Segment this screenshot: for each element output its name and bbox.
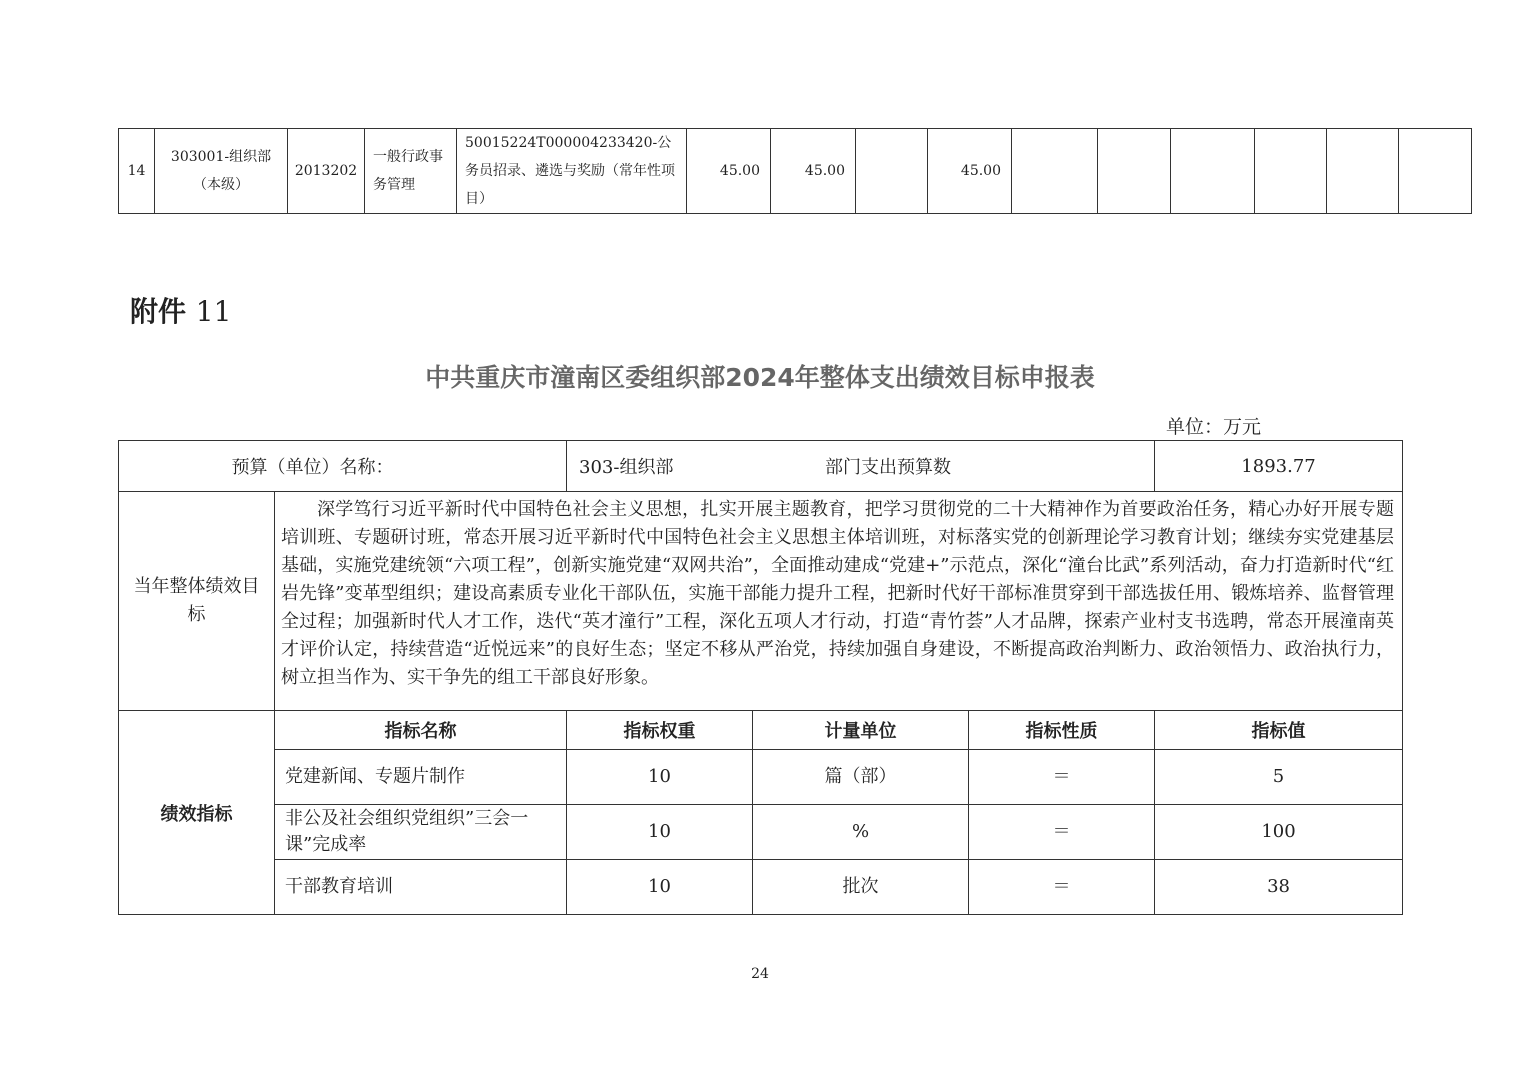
expense-label: 部门支出预算数 bbox=[825, 457, 951, 478]
table-row bbox=[119, 750, 1403, 805]
previous-project-table bbox=[118, 128, 1472, 214]
header-weight: 指标权重 bbox=[567, 711, 753, 750]
budget-row bbox=[119, 441, 1403, 492]
header-unit: 计量单位 bbox=[753, 711, 969, 750]
header-value: 指标值 bbox=[1155, 711, 1403, 750]
indicator-value: 38 bbox=[1155, 860, 1403, 915]
empty-cell bbox=[1171, 129, 1255, 214]
indicator-header-row bbox=[119, 711, 1403, 750]
indicator-weight: 10 bbox=[567, 750, 753, 805]
attachment-heading bbox=[130, 292, 231, 332]
empty-cell bbox=[1399, 129, 1472, 214]
budget-name-label: 预算（单位）名称： bbox=[119, 441, 567, 492]
goal-text-cell bbox=[275, 492, 1403, 711]
row-col3 bbox=[856, 129, 928, 214]
row-project: 50015224T000004233420-公务员招录、遴选与奖励（常年性项目） bbox=[457, 129, 687, 214]
indicator-nature: ＝ bbox=[969, 750, 1155, 805]
row-subject-name: 一般行政事务管理 bbox=[365, 129, 457, 214]
table-row bbox=[119, 129, 1472, 214]
indicator-name: 干部教育培训 bbox=[275, 860, 567, 915]
row-subject-code: 2013202 bbox=[288, 129, 365, 214]
table-row bbox=[119, 860, 1403, 915]
empty-cell bbox=[1327, 129, 1399, 214]
empty-cell bbox=[1255, 129, 1327, 214]
table-row bbox=[119, 805, 1403, 860]
indicator-section-label: 绩效指标 bbox=[119, 711, 275, 915]
indicator-value: 100 bbox=[1155, 805, 1403, 860]
page-title: 中共重庆市潼南区委组织部2024年整体支出绩效目标申报表 bbox=[425, 363, 1095, 392]
indicator-nature: ＝ bbox=[969, 860, 1155, 915]
indicator-weight: 10 bbox=[567, 805, 753, 860]
empty-cell bbox=[1098, 129, 1171, 214]
attachment-label: 附件 bbox=[130, 295, 187, 328]
budget-name-value: 303-组织部 bbox=[579, 457, 674, 478]
unit-label: 单位：万元 bbox=[1166, 416, 1262, 438]
expense-value: 1893.77 bbox=[1155, 441, 1403, 492]
indicator-nature: ＝ bbox=[969, 805, 1155, 860]
indicator-value: 5 bbox=[1155, 750, 1403, 805]
row-col4: 45.00 bbox=[928, 129, 1012, 214]
indicator-name: 非公及社会组织党组织”三会一课”完成率 bbox=[275, 805, 567, 860]
indicator-weight: 10 bbox=[567, 860, 753, 915]
empty-cell bbox=[1012, 129, 1098, 214]
header-name: 指标名称 bbox=[275, 711, 567, 750]
row-seq: 14 bbox=[119, 129, 155, 214]
indicator-unit: 批次 bbox=[753, 860, 969, 915]
row-col2: 45.00 bbox=[771, 129, 856, 214]
budget-name-cell bbox=[567, 441, 1155, 492]
header-nature: 指标性质 bbox=[969, 711, 1155, 750]
performance-target-table bbox=[118, 440, 1403, 915]
indicator-name: 党建新闻、专题片制作 bbox=[275, 750, 567, 805]
goal-label: 当年整体绩效目标 bbox=[119, 492, 275, 711]
page-number: 24 bbox=[751, 966, 769, 982]
row-unit: 303001-组织部（本级） bbox=[155, 129, 288, 214]
row-total: 45.00 bbox=[687, 129, 771, 214]
attachment-number: 11 bbox=[195, 295, 232, 328]
indicator-unit: 篇（部） bbox=[753, 750, 969, 805]
goal-text: 深学笃行习近平新时代中国特色社会主义思想，扎实开展主题教育，把学习贯彻党的二十大精神作为首要政治任务，精心办好开展专题培训班、专题研讨班，常态开展习近平新时代中国特色社会主义思想主体培训班，对标落实党的创新理论学习教育计划；继续夯实党建基层基础，实施党建统领“六项工程”，创新实施党建“双网共治”，全面推动建成“党建+”示范点，深化“潼台比武”系列活动，奋力打造新时代“红岩先锋”变革型组织；建设高素质专业化干部队伍，实施干部能力提升工程，把新时代好干部标准贯穿到干部选拔任用、锻炼培养、监督管理全过程；加强新时代人才工作，迭代“英才潼行”工程，深化五项人才行动，打造“青竹荟”人才品牌，探索产业村支书选聘，常态开展潼南英才评价认定，持续营造“近悦远来”的良好生态；坚定不移从严治党，持续加强自身建设，不断提高政治判断力、政治领悟力、政治执行力，树立担当作为、实干争先的组工干部良好形象。 bbox=[281, 499, 1395, 688]
goal-row bbox=[119, 492, 1403, 711]
indicator-unit: % bbox=[753, 805, 969, 860]
